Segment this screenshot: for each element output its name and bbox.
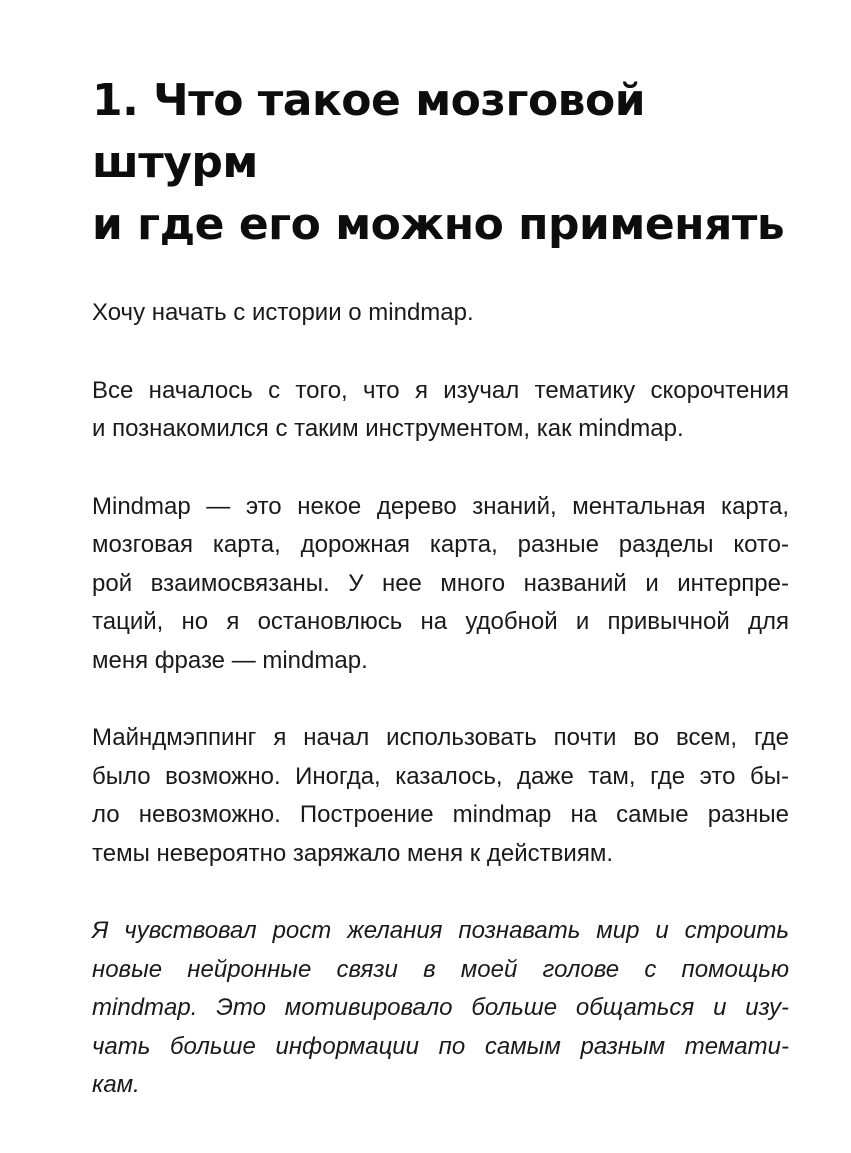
paragraph-line: Я чувствовал рост желания познавать мир и строить bbox=[92, 917, 789, 944]
paragraph bbox=[92, 294, 789, 333]
paragraph-line: меня фразе — mindmap. bbox=[92, 646, 368, 674]
chapter-title bbox=[92, 70, 789, 256]
paragraph bbox=[92, 372, 789, 449]
paragraph-line: было возможно. Иногда, казалось, даже там, где это бы- bbox=[92, 762, 789, 790]
paragraph-line: mindmap. Это мотивировало больше общаться и изу- bbox=[92, 994, 789, 1021]
paragraph-line: и познакомился с таким инструментом, как mindmap. bbox=[92, 415, 684, 442]
paragraph-line: ло невозможно. Построение mindmap на самые разные bbox=[92, 801, 789, 828]
paragraph-line: кам. bbox=[92, 1071, 140, 1098]
chapter-title-line: 1. Что такое мозговой bbox=[92, 75, 646, 126]
paragraph-line: Все началось с того, что я изучал тематику скорочтения bbox=[92, 376, 789, 404]
paragraph-line: Хочу начать с истории о mindmap. bbox=[92, 299, 474, 326]
paragraph bbox=[92, 488, 789, 681]
paragraph-line: Mindmap — это некое дерево знаний, ментальная карта, bbox=[92, 492, 789, 520]
italic-paragraph bbox=[92, 912, 789, 1105]
paragraph-line: новые нейронные связи в моей голове с помощью bbox=[92, 955, 789, 983]
paragraph-line: таций, но я остановлюсь на удобной и привычной для bbox=[92, 608, 789, 635]
paragraph-line: рой взаимосвязаны. У нее много названий и интерпре- bbox=[92, 569, 789, 597]
paragraph-line: чать больше информации по самым разным темати- bbox=[92, 1032, 789, 1060]
paragraph-line: мозговая карта, дорожная карта, разные разделы кото- bbox=[92, 531, 789, 558]
chapter-title-line: штурм bbox=[92, 137, 258, 188]
body-text bbox=[92, 294, 789, 1105]
document-page bbox=[92, 70, 789, 1144]
chapter-title-line: и где его можно применять bbox=[92, 199, 785, 250]
paragraph-line: Майндмэппинг я начал использовать почти во всем, где bbox=[92, 724, 789, 751]
paragraph-line: темы невероятно заряжало меня к действиям. bbox=[92, 839, 613, 867]
paragraph bbox=[92, 719, 789, 873]
